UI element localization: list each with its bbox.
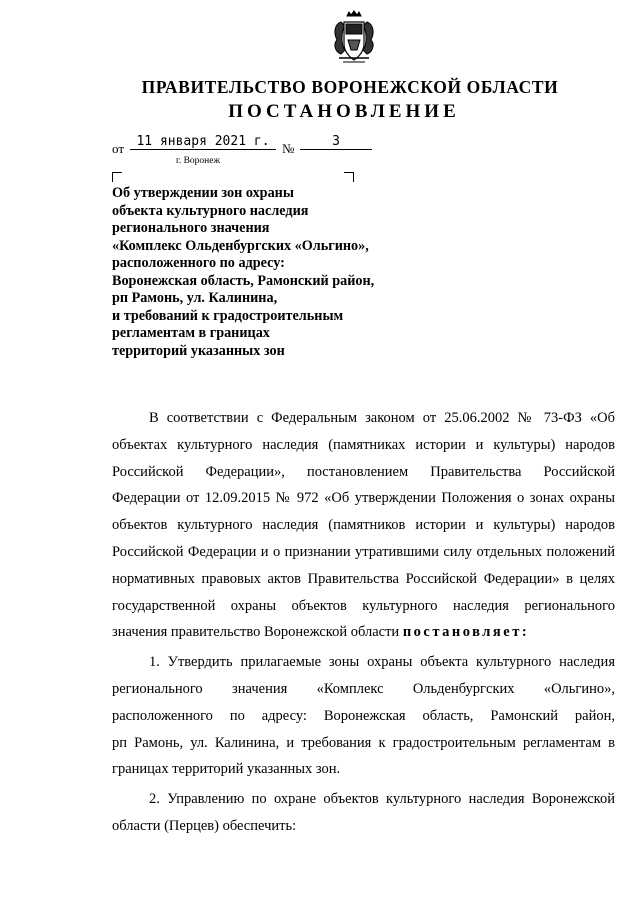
body-line: [112, 619, 615, 646]
document-subject: [112, 185, 374, 360]
body-line: Российской Федерации и о признании утратившими силу отдельных положений: [112, 543, 615, 560]
subject-line: регламентам в границах: [112, 325, 270, 341]
resolves-word: постановляет:: [402, 624, 530, 641]
preamble-last-text: значения правительство Воронежской области: [112, 624, 400, 641]
body-line: объектах культурного наследия (памятниках истории и культуры) народов: [112, 436, 615, 453]
body-line: 2. Управлению по охране объектов культурного наследия Воронежской: [149, 791, 615, 808]
subject-line: и требований к градостроительным: [112, 307, 344, 324]
preamble-paragraph: [112, 405, 615, 646]
subject-line: объекта культурного наследия: [112, 202, 309, 219]
body-line: регионального значения «Комплекс Ольденбургских «Ольгино»,: [112, 680, 615, 697]
subject-line: рп Рамонь, ул. Калинина,: [112, 290, 278, 306]
document-date-number: [112, 136, 372, 156]
subject-line: «Комплекс Ольденбургских «Ольгино»,: [112, 237, 369, 254]
number-prefix: №: [282, 141, 295, 156]
body-line: расположенного по адресу: Воронежская область, Рамонский район,: [112, 707, 615, 724]
document-date: 11 января 2021 г.: [130, 134, 276, 150]
document-number: 3: [300, 134, 372, 150]
subject-corner-left: [112, 172, 122, 182]
body-line: Российской Федерации», постановлением Правительства Российской: [112, 463, 615, 480]
body-line: нормативных правовых актов Правительства Российской Федерации» в целях: [112, 570, 615, 587]
document-body: [112, 405, 615, 843]
body-line: В соответствии с Федеральным законом от 25.06.2002 № 73-ФЗ «Об: [149, 410, 615, 426]
item-2-paragraph: [112, 786, 615, 840]
body-line: границах территорий указанных зон.: [112, 761, 341, 778]
coat-of-arms-emblem: [329, 10, 379, 68]
document-type: ПОСТАНОВЛЕНИЕ: [228, 101, 460, 122]
body-line: 1. Утвердить прилагаемые зоны охраны объекта культурного наследия: [149, 654, 615, 671]
subject-line: Об утверждении зон охраны: [112, 185, 294, 201]
item-1-paragraph: [112, 649, 615, 783]
subject-line: расположенного по адресу:: [112, 255, 285, 271]
document-city: г. Воронеж: [176, 156, 221, 166]
body-line: рп Рамонь, ул. Калинина, и требования к градостроительным регламентам в: [112, 734, 615, 751]
body-line: Федерации от 12.09.2015 № 972 «Об утверждении Положения о зонах охраны: [112, 490, 615, 507]
subject-line: регионального значения: [112, 220, 270, 236]
organization-name: ПРАВИТЕЛЬСТВО ВОРОНЕЖСКОЙ ОБЛАСТИ: [141, 77, 559, 97]
subject-line: территорий указанных зон: [112, 342, 285, 359]
date-prefix: от: [112, 141, 125, 156]
body-line: объектов культурного наследия (памятников истории и культуры) народов: [112, 517, 615, 534]
subject-line: Воронежская область, Рамонский район,: [112, 272, 375, 289]
body-line: области (Перцев) обеспечить:: [112, 817, 297, 834]
body-line: государственной охраны объектов культурного наследия регионального: [112, 597, 615, 614]
subject-corner-right: [344, 172, 354, 182]
